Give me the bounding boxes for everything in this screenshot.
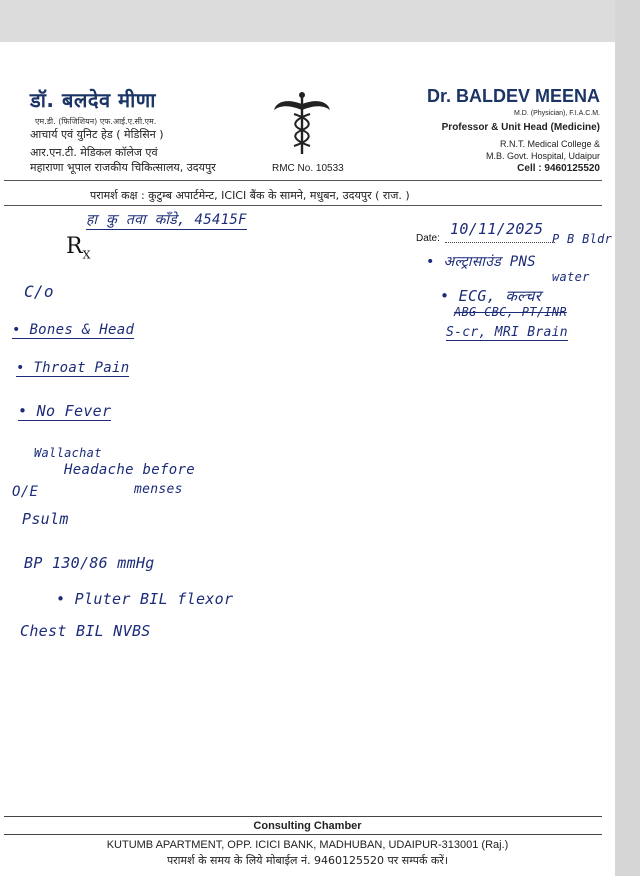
complaint-line: • Throat Pain [16,360,130,376]
complaint-heading: C/o [24,282,54,301]
complaint-line: • Bones & Head [12,322,135,338]
header-divider-top [4,180,602,181]
test-line: • अल्ट्रासाउंड PNS [426,254,536,270]
test-line: S-cr, MRI Brain [446,325,568,340]
exam-heading: O/E [12,484,39,500]
footer-address: KUTUMB APARTMENT, OPP. ICICI BANK, MADHUBAN, UDAIPUR-313001 (Raj.) [106,839,509,851]
doctor-name: Dr. BALDEV MEENA [426,86,600,106]
footer-title: Consulting Chamber [253,820,362,832]
rmc-number: RMC No. 10533 [272,163,344,174]
footer-contact-hindi: परामर्श के समय के लिये मोबाईल नं. 9460125520 पर सम्पर्क करें। [166,854,449,867]
title-hindi: आचार्य एवं युनिट हेड ( मेडिसिन ) [30,128,164,141]
patient-name: हा कु तवा काँडे, 45415F [86,212,247,228]
rx-symbol: $R_X$ [66,234,91,262]
chamber-address-hindi: परामर्श कक्ष : कुटुम्ब अपार्टमेन्ट, ICICI बैंक के सामने, मधुबन, उदयपुर ( राज. ) [90,189,410,202]
college: R.N.T. Medical College & [499,139,600,149]
exam-line: • Pluter BIL flexor [56,590,234,608]
cell-number: Cell : 9460125520 [517,163,600,174]
complaint-line: menses [134,482,183,497]
hospital: M.B. Govt. Hospital, Udaipur [485,151,600,161]
vitals-line: BP 130/86 mmHg [24,554,155,572]
doctor-name-hindi: डॉ. बलदेव मीणा [30,88,156,112]
complaint-line: Wallachat [34,446,102,460]
scan-background [615,0,640,876]
test-line: ABG CBC, PT/INR [454,305,567,319]
caduceus-icon [272,90,332,156]
complaint-line: • No Fever [18,402,112,420]
test-line: P B Bldr [552,232,613,246]
degrees: M.D. (Physician), F.I.A.C.M. [514,110,600,117]
footer-divider [4,834,602,835]
test-line: • ECG, कल्चर [440,287,542,305]
test-line: water [552,270,590,284]
date-label: Date: [416,233,440,244]
exam-line: Psulm [22,510,69,528]
exam-line: Chest BIL NVBS [20,622,151,640]
handwritten-date: 10/11/2025 [450,220,544,238]
header-divider-bottom [4,205,602,206]
footer-divider [4,816,602,817]
hospital-hindi: महाराणा भूपाल राजकीय चिकित्सालय, उदयपुर [30,161,216,174]
complaint-line: Headache before [64,462,195,478]
college-hindi: आर.एन.टी. मेडिकल कॉलेज एवं [30,146,158,159]
date-dotted-line [445,242,555,243]
professor-title: Professor & Unit Head (Medicine) [441,122,600,133]
degrees-hindi: एम.डी. (फिजिशियन) एफ.आई.ए.सी.एम. [35,117,157,126]
